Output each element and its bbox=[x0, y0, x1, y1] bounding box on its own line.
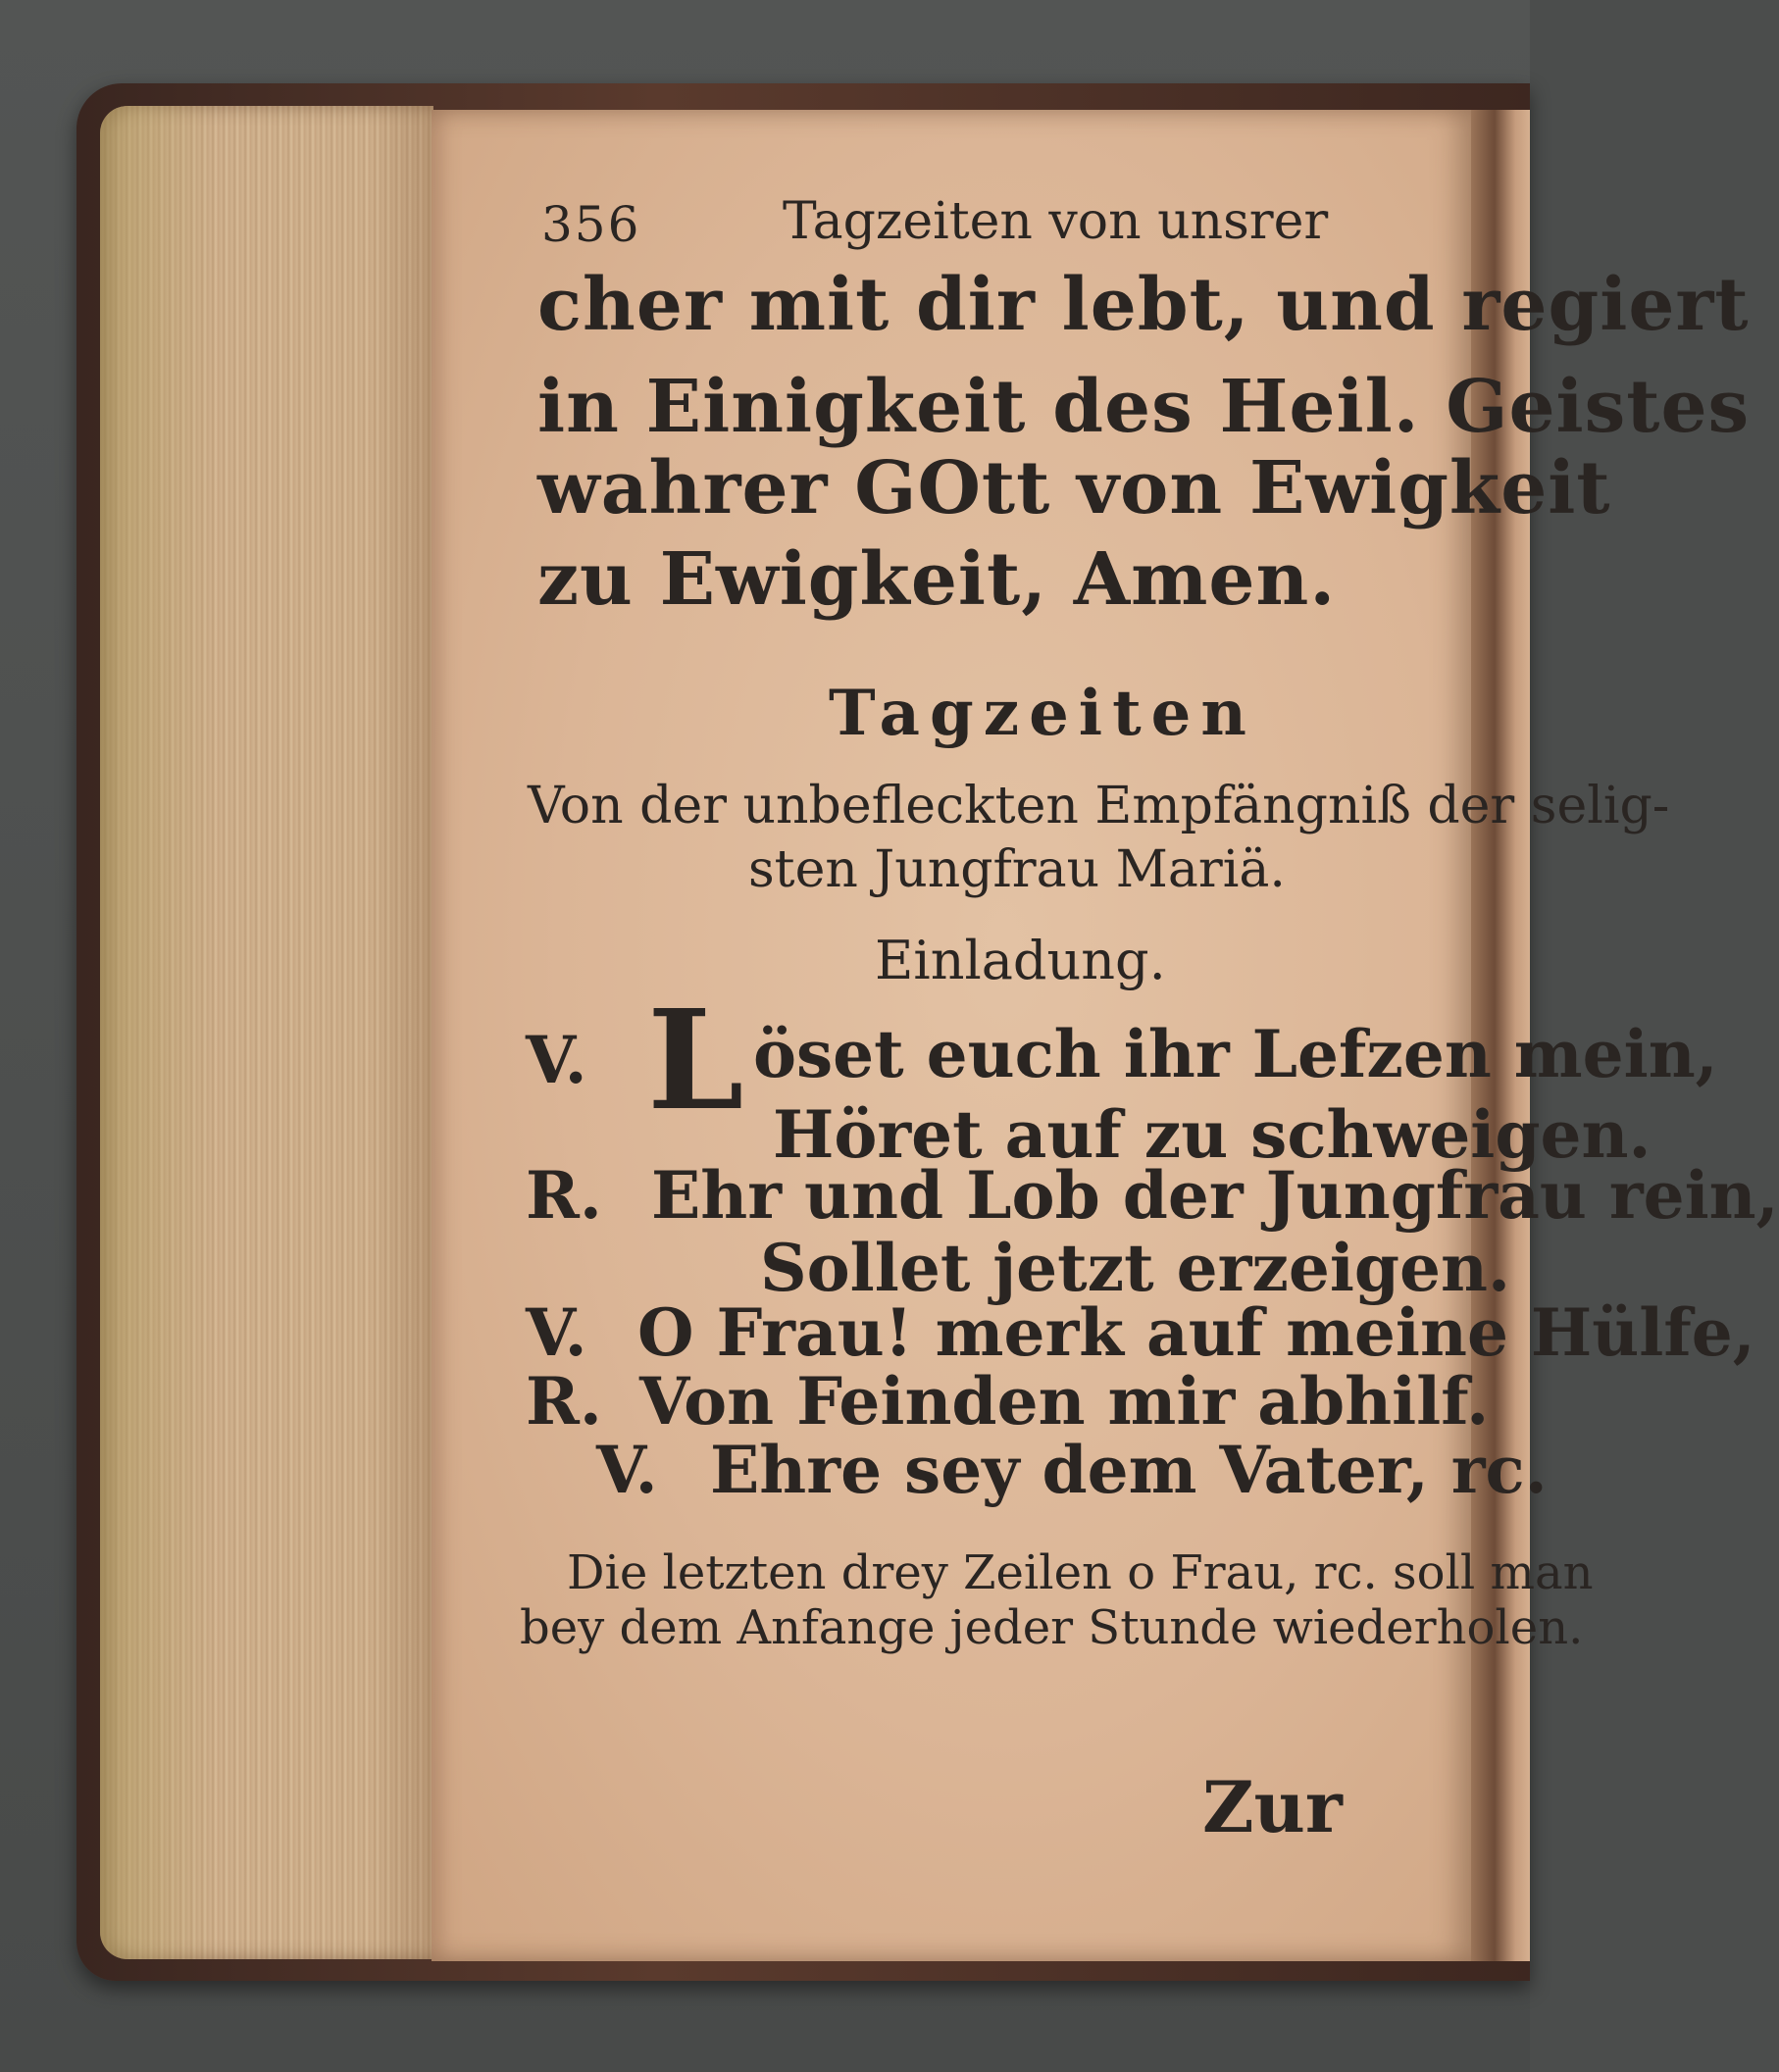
rubric-note-line-1: Die letzten drey Zeilen o Frau, rc. soll man bbox=[567, 1545, 1594, 1600]
verse-v2-text: O Frau! merk auf meine Hülfe, bbox=[637, 1294, 1755, 1371]
verse-v1-line-2: Höret auf zu schweigen. bbox=[773, 1096, 1652, 1173]
response-marker-r2: R. bbox=[526, 1363, 602, 1440]
response-r1-line-2: Sollet jetzt erzeigen. bbox=[760, 1230, 1510, 1306]
section-title: Tagzeiten bbox=[829, 677, 1256, 750]
running-head: Tagzeiten von unsrer bbox=[783, 192, 1329, 251]
verse-v3-text: Ehre sey dem Vater, rc. bbox=[710, 1432, 1548, 1508]
prayer-line-1: cher mit dir lebt, und regiert bbox=[537, 263, 1750, 347]
response-r2-text: Von Feinden mir abhilf. bbox=[639, 1363, 1490, 1440]
rubric-note-line-2: bey dem Anfange jeder Stunde wiederholen. bbox=[520, 1600, 1584, 1655]
prayer-line-3: wahrer GOtt von Ewigkeit bbox=[537, 446, 1611, 531]
prayer-line-4: zu Ewigkeit, Amen. bbox=[537, 537, 1337, 622]
section-subtitle-line-1: Von der unbefleckten Empfängniß der selig- bbox=[528, 777, 1670, 835]
page-edges bbox=[100, 106, 433, 1959]
verse-marker-v1: V. bbox=[526, 1022, 587, 1098]
verse-v1-line-1: öset euch ihr Lefzen mein, bbox=[753, 1016, 1718, 1092]
verse-marker-v2: V. bbox=[526, 1294, 587, 1371]
response-r1-line-1: Ehr und Lob der Jungfrau rein, bbox=[651, 1157, 1779, 1234]
drop-cap: L bbox=[647, 981, 744, 1141]
catchword: Zur bbox=[1202, 1765, 1343, 1848]
response-marker-r1: R. bbox=[526, 1157, 602, 1234]
prayer-line-2: in Einigkeit des Heil. Geistes bbox=[537, 365, 1751, 449]
page-number: 356 bbox=[541, 196, 641, 253]
section-subtitle-line-2: sten Jungfrau Mariä. bbox=[748, 840, 1286, 899]
verse-marker-v3: V. bbox=[596, 1432, 658, 1508]
invitation-heading: Einladung. bbox=[875, 930, 1166, 991]
